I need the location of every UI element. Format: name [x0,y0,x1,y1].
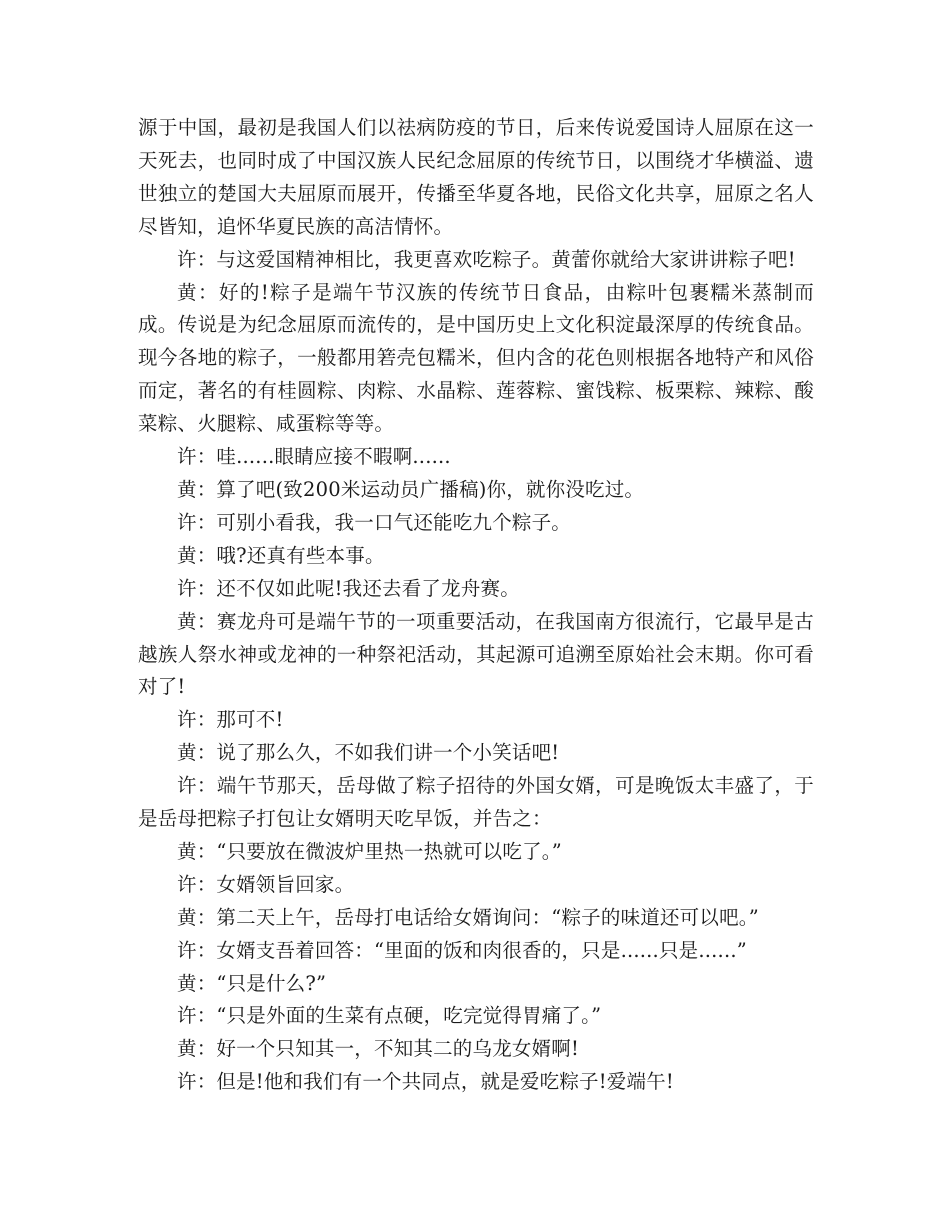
dialogue-line: 许：哇......眼睛应接不暇啊...... [177,445,451,469]
dialogue-line: 黄：第二天上午，岳母打电话给女婿询问：“粽子的味道还可以吧。” [177,905,759,929]
dialogue-line: 黄：“只是什么?” [177,971,327,995]
dialogue-line: 黄：“只要放在微波炉里热一热就可以吃了。” [177,839,562,863]
dialogue-line: 许：女婿领旨回家。 [177,872,355,896]
dialogue-line: 许：但是!他和我们有一个共同点，就是爱吃粽子!爱端午! [177,1070,674,1094]
dialogue-line: 黄：赛龙舟可是端午节的一项重要活动，在我国南方很流行，它最早是古越族人祭水神或龙神的一种祭祀活动，其起源可追溯至原始社会末期。你可看对了! [138,609,814,699]
dialogue-line: 许：“只是外面的生菜有点硬，吃完觉得胃痛了。” [177,1004,602,1028]
dialogue-line: 许：可别小看我，我一口气还能吃九个粽子。 [177,510,572,534]
dialogue-line: 黄：好的!粽子是端午节汉族的传统节日食品，由粽叶包裹糯米蒸制而成。传说是为纪念屈原而流传的，是中国历史上文化积淀最深厚的传统食品。现今各地的粽子，一般都用箬壳包糯米，但内含的花色则根据各地特产和风俗而定，著名的有桂圆粽、肉粽、水晶粽、莲蓉粽、蜜饯粽、板栗粽、辣粽、酸菜粽、火腿粽、咸蛋粽等等。 [138,280,814,436]
dialogue-line: 黄：哦?还真有些本事。 [177,543,385,567]
dialogue-line: 黄：好一个只知其一，不知其二的乌龙女婿啊! [177,1037,580,1061]
document-body [138,112,814,1099]
dialogue-line: 许：端午节那天，岳母做了粽子招待的外国女婿，可是晚饭太丰盛了，于是岳母把粽子打包让女婿明天吃早饭，并告之： [138,774,814,831]
dialogue-line: 许：女婿支吾着回答：“里面的饭和肉很香的，只是......只是......” [177,938,747,962]
paragraph: 源于中国，最初是我国人们以祛病防疫的节日，后来传说爱国诗人屈原在这一天死去，也同时成了中国汉族人民纪念屈原的传统节日，以围绕才华横溢、遗世独立的楚国大夫屈原而展开，传播至华夏各地，民俗文化共享，屈原之名人尽皆知，追怀华夏民族的高洁情怀。 [138,116,814,238]
dialogue-line: 许：与这爱国精神相比，我更喜欢吃粽子。黄蕾你就给大家讲讲粽子吧! [177,247,796,271]
dialogue-line: 许：还不仅如此呢!我还去看了龙舟赛。 [177,576,520,600]
dialogue-line: 许：那可不! [177,708,284,732]
dialogue-line: 黄：说了那么久，不如我们讲一个小笑话吧! [177,741,560,765]
dialogue-line: 黄：算了吧(致200米运动员广播稿)你，就你没吃过。 [177,477,645,501]
